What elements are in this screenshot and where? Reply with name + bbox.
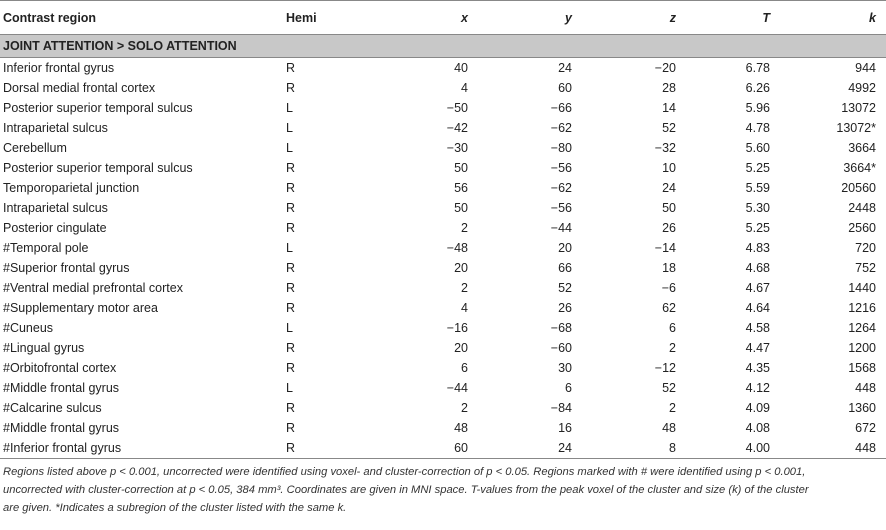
table-row: [0, 98, 886, 118]
cell-y: 24: [478, 438, 582, 459]
cell-hemi: R: [286, 401, 296, 415]
cell-k: 1200: [848, 341, 876, 355]
cell-x: −42: [446, 121, 468, 135]
cell-region: #Calcarine sulcus: [3, 401, 102, 415]
table-row: [0, 398, 886, 418]
cell-region: #Orbitofrontal cortex: [3, 361, 117, 375]
cell-t: 5.25: [745, 221, 770, 235]
cell-y: −66: [550, 101, 572, 115]
table-footnote: [3, 463, 883, 517]
header-row: [0, 1, 886, 35]
cell-t: 4.09: [745, 401, 770, 415]
cell-k: 448: [780, 438, 886, 459]
cell-x: 56: [454, 181, 468, 195]
cell-hemi: R: [286, 221, 296, 235]
table-row: [0, 378, 886, 398]
cell-t: 4.78: [745, 121, 770, 135]
cell-t: 6.78: [745, 61, 770, 75]
group-header-row: [0, 35, 886, 58]
cell-x: 4: [461, 81, 468, 95]
cell-t: 4.58: [745, 321, 770, 335]
table-row: [0, 118, 886, 138]
table-row: [0, 258, 886, 278]
cell-region: Posterior superior temporal sulcus: [3, 101, 193, 115]
header-t: T: [762, 10, 770, 25]
cell-x: 20: [454, 341, 468, 355]
cell-y: −56: [550, 201, 572, 215]
cell-y: −62: [550, 121, 572, 135]
cell-k: 1440: [848, 281, 876, 295]
cell-k: 2560: [848, 221, 876, 235]
cell-region: Intraparietal sulcus: [3, 121, 108, 135]
cell-t: 5.30: [745, 201, 770, 215]
table-row: [0, 138, 886, 158]
cell-k: 13072: [841, 101, 876, 115]
cell-k: 672: [855, 421, 876, 435]
cell-x: −48: [446, 241, 468, 255]
cell-hemi: R: [283, 438, 378, 459]
cell-y: 26: [558, 301, 572, 315]
table-row: [0, 358, 886, 378]
cell-y: −68: [550, 321, 572, 335]
cell-region: Posterior cingulate: [3, 221, 107, 235]
cell-region: Intraparietal sulcus: [3, 201, 108, 215]
cell-y: −84: [550, 401, 572, 415]
cell-hemi: R: [286, 201, 296, 215]
cell-x: 48: [454, 421, 468, 435]
cell-z: −12: [654, 361, 676, 375]
cell-x: 60: [378, 438, 478, 459]
cell-y: −60: [550, 341, 572, 355]
cell-x: 50: [454, 201, 468, 215]
cell-hemi: L: [286, 241, 293, 255]
cell-hemi: R: [286, 61, 296, 75]
cell-x: 50: [454, 161, 468, 175]
cell-y: 60: [558, 81, 572, 95]
cell-region: Inferior frontal gyrus: [3, 61, 115, 75]
cell-t: 5.96: [745, 101, 770, 115]
header-k: k: [869, 10, 876, 25]
cell-hemi: L: [286, 101, 293, 115]
cell-z: 8: [582, 438, 686, 459]
table-row: [0, 318, 886, 338]
cell-hemi: R: [286, 301, 296, 315]
cell-z: 48: [662, 421, 676, 435]
cell-x: −50: [446, 101, 468, 115]
cell-t: 5.25: [745, 161, 770, 175]
header-z: z: [669, 10, 676, 25]
cell-region: #Inferior frontal gyrus: [0, 438, 283, 459]
table-row: [0, 298, 886, 318]
cell-t: 4.67: [745, 281, 770, 295]
cell-z: 6: [669, 321, 676, 335]
cell-z: 18: [662, 261, 676, 275]
cell-x: 2: [461, 281, 468, 295]
header-y: y: [565, 10, 572, 25]
cell-t: 4.83: [745, 241, 770, 255]
table-row: [0, 158, 886, 178]
cell-hemi: L: [286, 321, 293, 335]
cell-x: 2: [461, 401, 468, 415]
cell-k: 3664*: [843, 161, 876, 175]
cell-y: 24: [558, 61, 572, 75]
cell-x: −16: [446, 321, 468, 335]
cell-t: 4.12: [745, 381, 770, 395]
cell-k: 944: [855, 61, 876, 75]
cell-t: 6.26: [745, 81, 770, 95]
cell-z: 14: [662, 101, 676, 115]
cell-z: 2: [669, 401, 676, 415]
table-row: [0, 58, 886, 79]
table-row: [0, 338, 886, 358]
group-label: JOINT ATTENTION > SOLO ATTENTION: [0, 35, 886, 58]
cell-x: −30: [446, 141, 468, 155]
cell-region: Posterior superior temporal sulcus: [3, 161, 193, 175]
cell-k: 20560: [841, 181, 876, 195]
cell-t: 4.35: [745, 361, 770, 375]
cell-z: 52: [662, 381, 676, 395]
cell-z: −20: [654, 61, 676, 75]
cell-z: 50: [662, 201, 676, 215]
cell-t: 4.47: [745, 341, 770, 355]
cell-z: 52: [662, 121, 676, 135]
table-row: [0, 198, 886, 218]
cell-region: #Cuneus: [3, 321, 54, 335]
cell-k: 1360: [848, 401, 876, 415]
cell-x: 20: [454, 261, 468, 275]
cell-t: 4.08: [745, 421, 770, 435]
header-hemi: Hemi: [286, 10, 317, 25]
footnote-line: uncorrected with cluster-correction at p < 0.05, 384 mm³. Coordinates are given in MNI space. T-values from the peak voxel of the cluster and size (k) of the cluster: [3, 484, 809, 496]
cell-t: 4.64: [745, 301, 770, 315]
cell-k: 13072*: [836, 121, 876, 135]
table-row: [0, 418, 886, 438]
cell-k: 448: [855, 381, 876, 395]
cell-hemi: R: [286, 341, 296, 355]
cell-y: 16: [558, 421, 572, 435]
cell-y: −56: [550, 161, 572, 175]
table-row: [0, 278, 886, 298]
table-row: [0, 78, 886, 98]
cell-y: 20: [558, 241, 572, 255]
cell-z: 62: [662, 301, 676, 315]
cell-region: Temporoparietal junction: [3, 181, 140, 195]
cell-k: 2448: [848, 201, 876, 215]
cell-region: #Temporal pole: [3, 241, 89, 255]
cell-hemi: L: [286, 141, 293, 155]
header-x: x: [461, 10, 468, 25]
header-contrast-region: Contrast region: [3, 10, 97, 25]
cell-hemi: R: [286, 361, 296, 375]
cell-region: #Lingual gyrus: [3, 341, 85, 355]
cell-k: 720: [855, 241, 876, 255]
cell-z: 24: [662, 181, 676, 195]
table-row: [0, 218, 886, 238]
cell-x: −44: [446, 381, 468, 395]
cell-hemi: R: [286, 161, 296, 175]
cell-z: 28: [662, 81, 676, 95]
cell-x: 4: [461, 301, 468, 315]
cell-region: #Superior frontal gyrus: [3, 261, 130, 275]
cell-z: 10: [662, 161, 676, 175]
cell-k: 1568: [848, 361, 876, 375]
cell-hemi: R: [286, 261, 296, 275]
table-row: [0, 238, 886, 258]
cell-region: Cerebellum: [3, 141, 67, 155]
cell-hemi: R: [286, 281, 296, 295]
cell-y: −62: [550, 181, 572, 195]
cell-t: 4.00: [686, 438, 780, 459]
cell-hemi: L: [286, 381, 293, 395]
cell-k: 3664: [848, 141, 876, 155]
cell-y: 52: [558, 281, 572, 295]
cell-x: 6: [461, 361, 468, 375]
cell-hemi: R: [286, 181, 296, 195]
cell-region: Dorsal medial frontal cortex: [3, 81, 156, 95]
cell-k: 1216: [848, 301, 876, 315]
cell-hemi: L: [286, 121, 293, 135]
cell-region: #Middle frontal gyrus: [3, 421, 120, 435]
cell-y: −44: [550, 221, 572, 235]
cell-hemi: R: [286, 81, 296, 95]
cell-x: 40: [454, 61, 468, 75]
table-row: [0, 438, 886, 459]
table-row: [0, 178, 886, 198]
cell-t: 5.59: [745, 181, 770, 195]
cell-hemi: R: [286, 421, 296, 435]
cell-z: 2: [669, 341, 676, 355]
cell-k: 4992: [848, 81, 876, 95]
cell-y: 66: [558, 261, 572, 275]
cell-y: 6: [565, 381, 572, 395]
cell-k: 752: [855, 261, 876, 275]
cell-z: −32: [654, 141, 676, 155]
footnote-line: Regions listed above p < 0.001, uncorrected were identified using voxel- and cluster-correction of p < 0.05. Regions marked with # were identified using p < 0.001,: [3, 466, 806, 478]
cell-k: 1264: [848, 321, 876, 335]
cell-region: #Ventral medial prefrontal cortex: [3, 281, 183, 295]
cell-x: 2: [461, 221, 468, 235]
cell-z: 26: [662, 221, 676, 235]
cell-t: 5.60: [745, 141, 770, 155]
cell-t: 4.68: [745, 261, 770, 275]
cell-y: 30: [558, 361, 572, 375]
cell-z: −14: [654, 241, 676, 255]
cell-region: #Supplementary motor area: [3, 301, 158, 315]
cell-region: #Middle frontal gyrus: [3, 381, 120, 395]
footnote-line: are given. *Indicates a subregion of the cluster listed with the same k.: [3, 502, 347, 514]
cell-y: −80: [550, 141, 572, 155]
cell-z: −6: [661, 281, 676, 295]
